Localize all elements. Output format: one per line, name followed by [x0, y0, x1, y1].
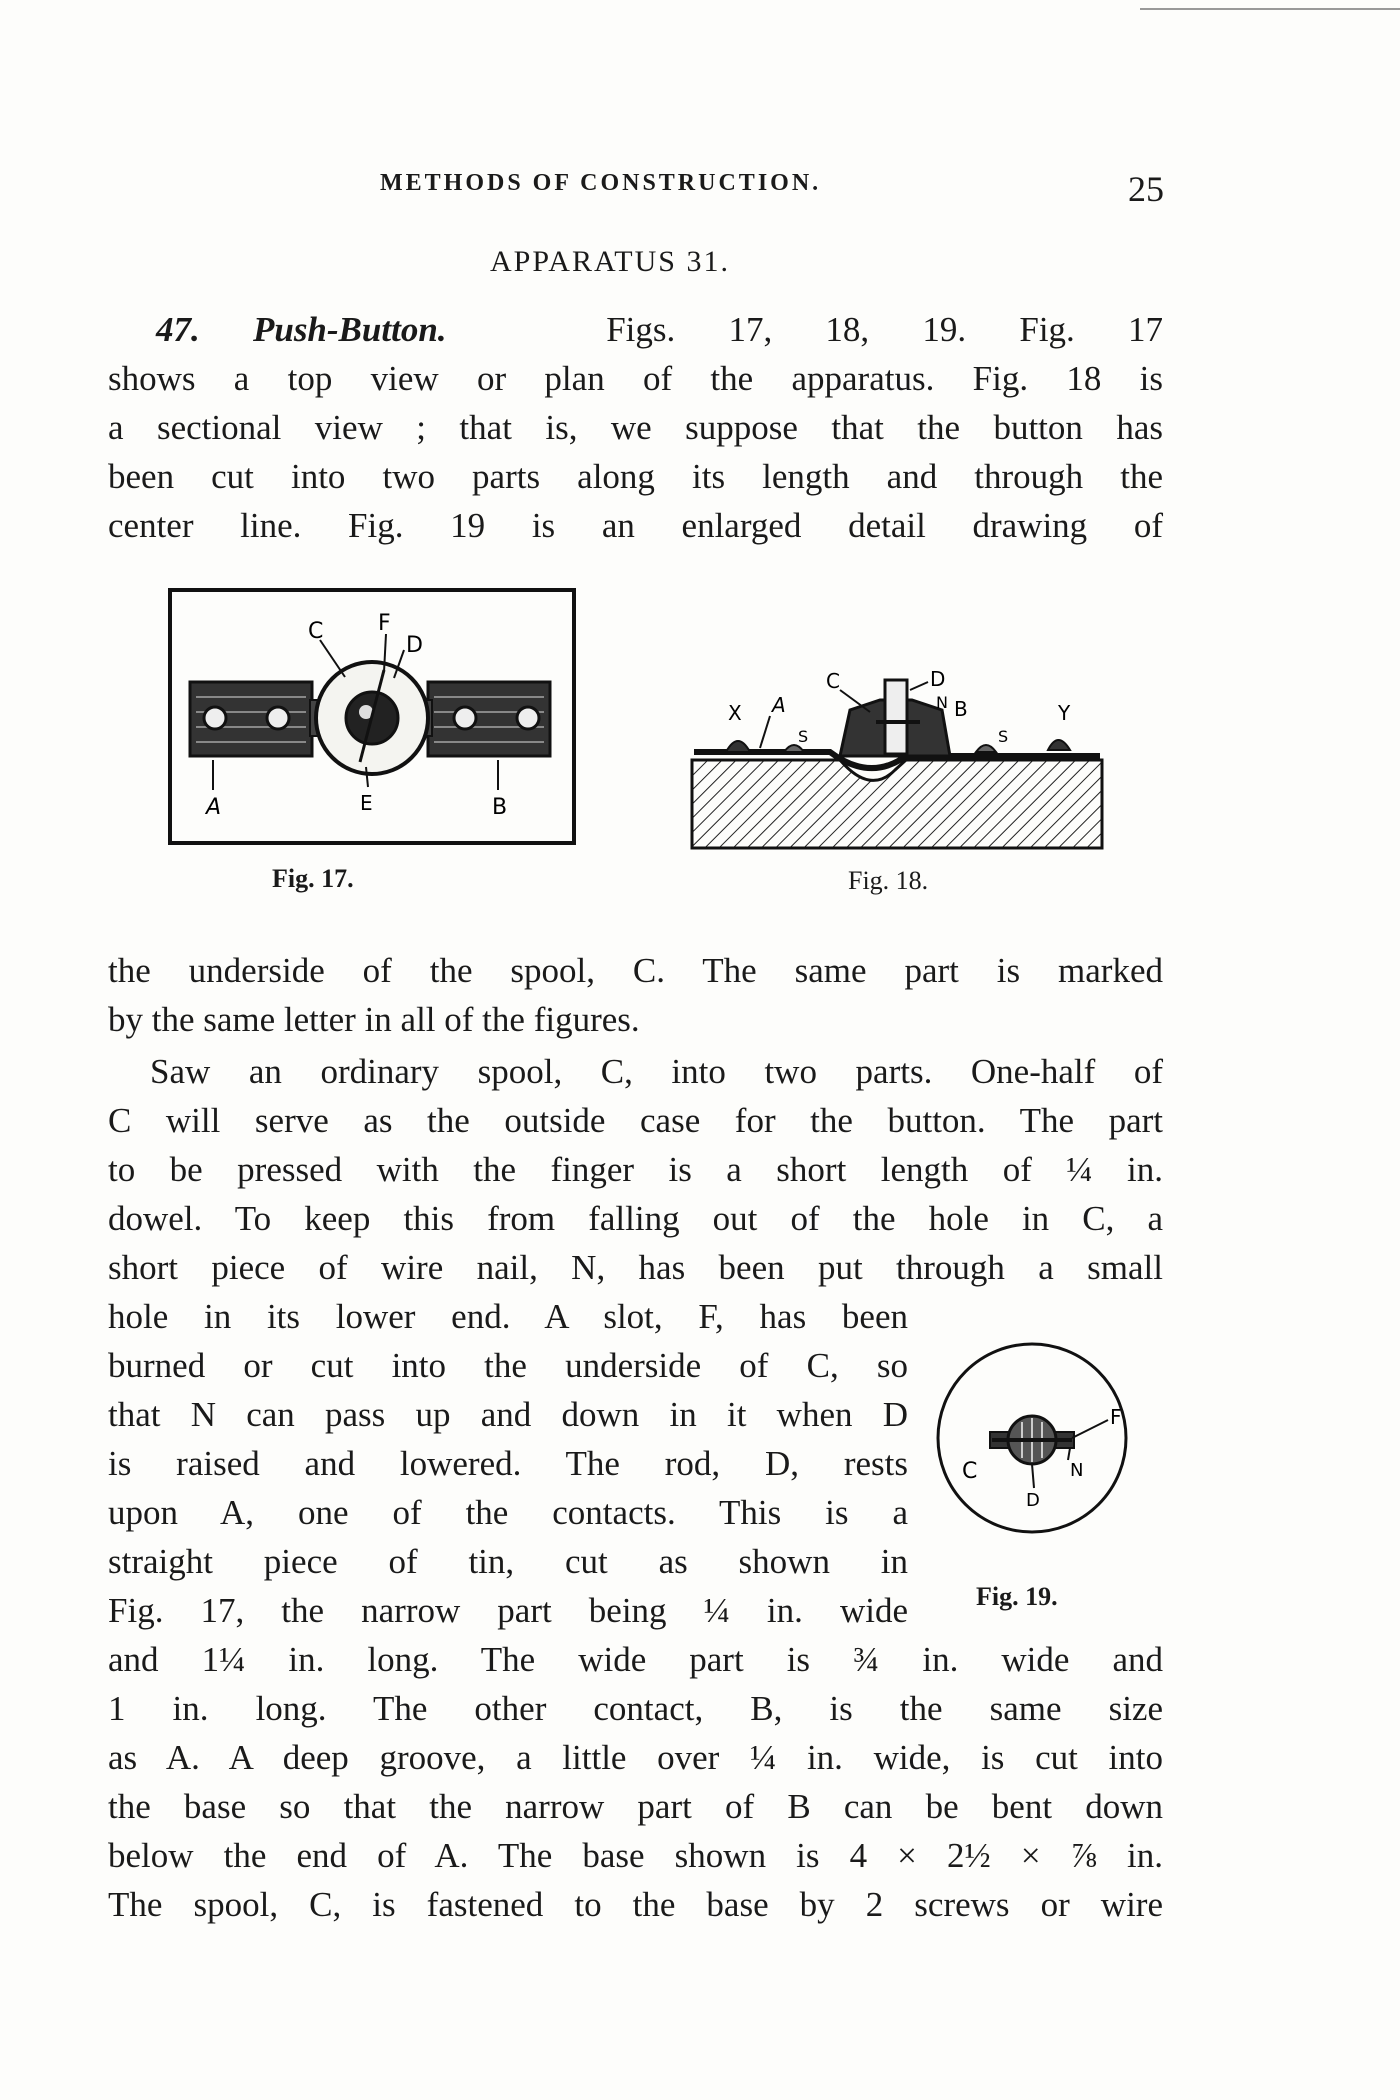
label-x: X [728, 701, 742, 725]
figure-19-drawing [922, 1338, 1142, 1548]
label-b: B [492, 795, 508, 820]
screw-icon [517, 707, 539, 729]
page-number: 25 [1128, 169, 1164, 209]
body-line: The spool, C, is fastened to the base by 2 screws or wire [108, 1885, 1163, 1924]
figure-17-drawing [160, 582, 580, 852]
body-line: straight piece of tin, cut as shown in [108, 1542, 908, 1581]
screw-icon [976, 745, 996, 752]
label-n: N [1070, 1460, 1084, 1481]
body-line: Saw an ordinary spool, C, into two parts. One-half of [150, 1052, 1163, 1091]
body-line: Fig. 17, the narrow part being ¼ in. wide [108, 1591, 908, 1630]
body-line: dowel. To keep this from falling out of the hole in C, a [108, 1199, 1163, 1238]
button-dowel [885, 680, 907, 754]
body-line: by the same letter in all of the figures. [108, 1000, 640, 1039]
label-a: A [206, 795, 222, 820]
label-n: N [936, 693, 948, 712]
intro-line: a sectional view ; that is, we suppose that the button has [108, 408, 1163, 447]
label-c: C [826, 669, 840, 693]
intro-line: shows a top view or plan of the apparatus. Fig. 18 is [108, 359, 1163, 398]
body-line: burned or cut into the underside of C, so [108, 1346, 908, 1385]
body-line: to be pressed with the finger is a short length of ¼ in. [108, 1150, 1163, 1189]
screw-icon [204, 707, 226, 729]
label-s: S [798, 727, 809, 746]
main-paragraph [108, 1047, 1163, 1292]
screw-icon [454, 707, 476, 729]
figure-18-drawing [680, 660, 1110, 860]
base-section [692, 760, 1102, 848]
running-header: METHODS OF CONSTRUCTION. [380, 170, 822, 196]
label-f: F [1110, 1405, 1122, 1429]
body-line: is raised and lowered. The rod, D, rests [108, 1444, 908, 1483]
screw-y-icon [1048, 740, 1070, 750]
body-line: the base so that the narrow part of B can be bent down [108, 1787, 1163, 1826]
body-line: below the end of A. The base shown is 4 × 2½ × ⅞ in. [108, 1836, 1163, 1875]
section-title: APPARATUS 31. [490, 245, 730, 278]
body-line: 1 in. long. The other contact, B, is the same size [108, 1689, 1163, 1728]
figure-19-caption: Fig. 19. [976, 1582, 1058, 1611]
body-line: as A. A deep groove, a little over ¼ in. wide, is cut into [108, 1738, 1163, 1777]
body-line: short piece of wire nail, N, has been put through a small [108, 1248, 1163, 1287]
screw-icon [784, 745, 804, 752]
label-d: D [1026, 1490, 1040, 1511]
figure-18-caption: Fig. 18. [848, 866, 929, 895]
intro-text: Figs. 17, 18, 19. Fig. 17 [606, 310, 1164, 349]
page-edge-rule [1140, 8, 1400, 10]
body-line: that N can pass up and down in it when D [108, 1395, 908, 1434]
intro-paragraph [108, 305, 1163, 550]
screw-x-icon [726, 741, 750, 752]
label-a: A [772, 693, 786, 717]
paragraph-heading: Push-Button. [252, 310, 447, 349]
wrapped-text-block [108, 1292, 908, 1635]
label-d: D [930, 667, 946, 691]
screw-icon [267, 707, 289, 729]
label-b: B [954, 697, 968, 721]
body-line: hole in its lower end. A slot, F, has been [108, 1297, 908, 1336]
label-f: F [378, 611, 391, 636]
body-line: and 1¼ in. long. The wide part is ¾ in. wide and [108, 1640, 1163, 1679]
paragraph-number: 47. [156, 310, 200, 349]
label-s: S [998, 727, 1009, 746]
label-y: Y [1058, 701, 1071, 725]
body-line: C will serve as the outside case for the button. The part [108, 1101, 1163, 1140]
continuation-paragraph [108, 946, 1163, 1044]
label-d: D [406, 633, 423, 658]
intro-line: center line. Fig. 19 is an enlarged detail drawing of [108, 506, 1163, 545]
figure-17-caption: Fig. 17. [272, 864, 354, 893]
body-line: upon A, one of the contacts. This is a [108, 1493, 908, 1532]
label-e: E [360, 791, 373, 815]
label-c: C [308, 619, 324, 644]
body-line: the underside of the spool, C. The same part is marked [108, 951, 1163, 990]
intro-line: been cut into two parts along its length and through the [108, 457, 1163, 496]
label-c: C [962, 1459, 978, 1484]
intro-line [108, 305, 1163, 354]
closing-lines [108, 1635, 1163, 1929]
